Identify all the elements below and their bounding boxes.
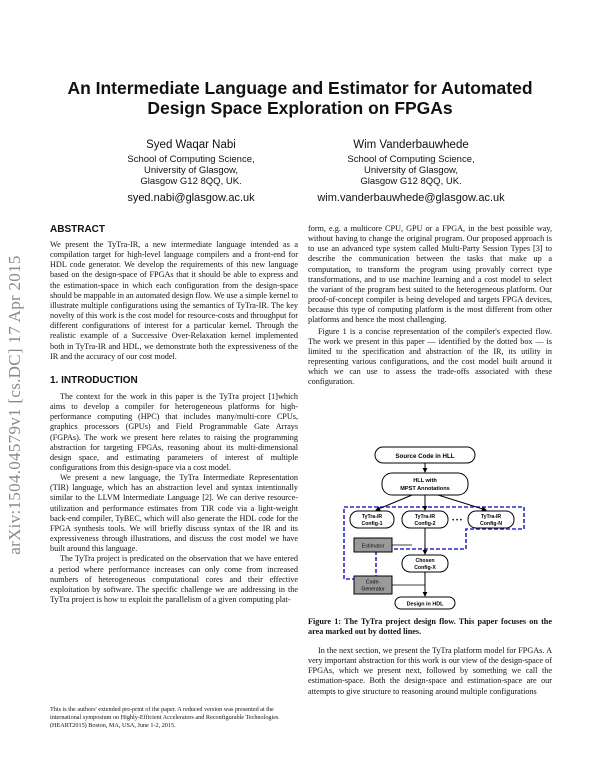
- code-generator-label: Code-: [365, 579, 381, 586]
- source-code-label: Source Code in HLL: [395, 453, 455, 460]
- paper-title: [40, 78, 560, 118]
- config-1-label: TyTra-IR: [361, 514, 383, 520]
- author-affiliation: School of Computing Science,: [347, 154, 475, 165]
- right-column-continued: [308, 646, 552, 697]
- hll-mpst-label: MPST Annotations: [400, 486, 450, 492]
- author-affiliation: University of Glasgow,: [144, 165, 238, 176]
- left-column: [50, 224, 298, 605]
- config-2-label: TyTra-IR: [414, 514, 436, 520]
- body-paragraph: form, e.g. a multicore CPU, GPU or a FPGA, in the best possible way, without having to change the original program. Our proposed approach is to use an advanced type system called Multi-Party Session Types [3] to describe the communication between the tasks that make up a computation, to transform the program using provably correct type transformations, and to use machine learning and a cost model to select the variant of the program best suited to the heterogeneous platform. Our proof-of-concept compiler is being developed and targets FPGA devices, because this type of computing platform is the most different from other platforms and hence the most challenging.: [308, 224, 552, 325]
- author-affiliation: School of Computing Science,: [127, 154, 255, 165]
- design-flow-figure: [340, 445, 530, 610]
- estimator-label: Estimator: [361, 543, 385, 550]
- chosen-config-label: Config-X: [414, 565, 436, 571]
- footnote: This is the authors' extended pre-print of the paper. A reduced version was presented at the international symposium on Highly-Efficient Accelerators and Reconfigurable Technologies (HEART2015) Boston, MA, USA, June 1-2, 2015.: [50, 706, 279, 729]
- author-block-2: [286, 138, 536, 205]
- author-affiliation: Glasgow G12 8QQ, UK.: [140, 176, 242, 187]
- abstract-heading: ABSTRACT: [50, 224, 105, 235]
- hll-mpst-label: HLL with: [413, 478, 437, 484]
- chosen-config-label: Chosen: [415, 558, 435, 564]
- ellipsis-dots: • • •: [452, 518, 462, 524]
- title-line-1: An Intermediate Language and Estimator for Automated: [67, 78, 533, 98]
- intro-paragraph: We present a new language, the TyTra Intermediate Representation (TIR) language, which has an abstraction level and syntax intentionally similar to the LLVM Intermediate Language [2]. We can derive resource-utilization and performance estimates from TIR code via a light-weight back-end compiler, TyBEC, which will also generate the HDL code for the FPGA synthesis tools. We will briefly discuss syntax of the IR and its expressiveness through illustrations, and discuss the cost model we have built around this language.: [50, 473, 298, 554]
- config-n-label: Config-N: [480, 521, 502, 527]
- arxiv-stamp: [2, 200, 28, 610]
- title-line-2: Design Space Exploration on FPGAs: [147, 98, 453, 118]
- code-generator-label: Generator: [361, 586, 385, 593]
- author-email[interactable]: wim.vanderbauwhede@glasgow.ac.uk: [317, 192, 505, 204]
- config-2-label: Config-2: [414, 521, 436, 527]
- right-column: [308, 224, 552, 388]
- intro-heading: 1. INTRODUCTION: [50, 374, 138, 386]
- config-n-label: TyTra-IR: [480, 514, 502, 520]
- author-affiliation: Glasgow G12 8QQ, UK.: [360, 176, 462, 187]
- figure-caption: Figure 1: The TyTra project design flow. This paper focuses on the area marked out by dotted lines.: [308, 617, 552, 636]
- body-paragraph: Figure 1 is a concise representation of the compiler's expected flow. The work we present in this paper — identified by the dotted box — is limited to the specification and abstraction of the IR, its utility in representing various configurations, and the cost model built around it which we can use to assess the trade-offs associated with these configuration.: [308, 326, 552, 387]
- body-paragraph: In the next section, we present the TyTra platform model for FPGAs. A very important abstraction for this work is our view of the design-space of FPGAs, which we present next, followed by something we call the estimation-space. Both the design-space and estimation-space are our attempts to give structure to reasoning around multiple configurations: [308, 646, 552, 696]
- intro-paragraph: The context for the work in this paper is the TyTra project [1]which aims to develop a compiler for heterogeneous platforms for high-performance computing (HPC) that includes many/multi-core CPUs, graphics processors (GPUs) and Field Programmable Gate Arrays (FGPAs). The work we present here relates to raising the programming abstraction for targeting FPGAs, reasoning about its multi-dimensional design space, and estimating parameters of interest of multiple configurations from this design-space via a cost model.: [50, 391, 298, 472]
- hdl-design-label: Design in HDL: [406, 601, 444, 608]
- arxiv-id[interactable]: arXiv:1504.04579v1 [cs.DC] 17 Apr 2015: [5, 255, 24, 555]
- author-block-1: [66, 138, 316, 205]
- config-1-label: Config-1: [361, 521, 383, 527]
- author-email[interactable]: syed.nabi@glasgow.ac.uk: [127, 192, 255, 204]
- abstract-text: We present the TyTra-IR, a new intermediate language intended as a compilation target for high-level language compilers and a front-end for HDL code generator. We develop the requirements of this new language based on the design-space of FPGAs that it should be able to express and the estimation-space in which each configuration from the design-space should be mappable in an automated design flow. We use a simple kernel to illustrate multiple configurations using the semantics of TyTra-IR. The key novelty of this work is the cost model for resource-costs and throughput for different configurations of interest for a particular kernel. Through the realistic example of a Successive Over-Relaxation kernel implemented both in TyTra-IR and HDL, we demonstrate both the expressiveness of the IR and the accuracy of our cost model.: [50, 240, 298, 361]
- author-affiliation: University of Glasgow,: [364, 165, 458, 176]
- author-name: Wim Vanderbauwhede: [353, 139, 469, 151]
- author-name: Syed Waqar Nabi: [146, 139, 236, 151]
- intro-paragraph: The TyTra project is predicated on the observation that we have entered a period where performance increases can only come from increased numbers of heterogeneous computational cores and their effective exploitation by software. The specific challenge we are addressing in the TyTra project is how to exploit the parallelism of a given computing plat-: [50, 554, 298, 604]
